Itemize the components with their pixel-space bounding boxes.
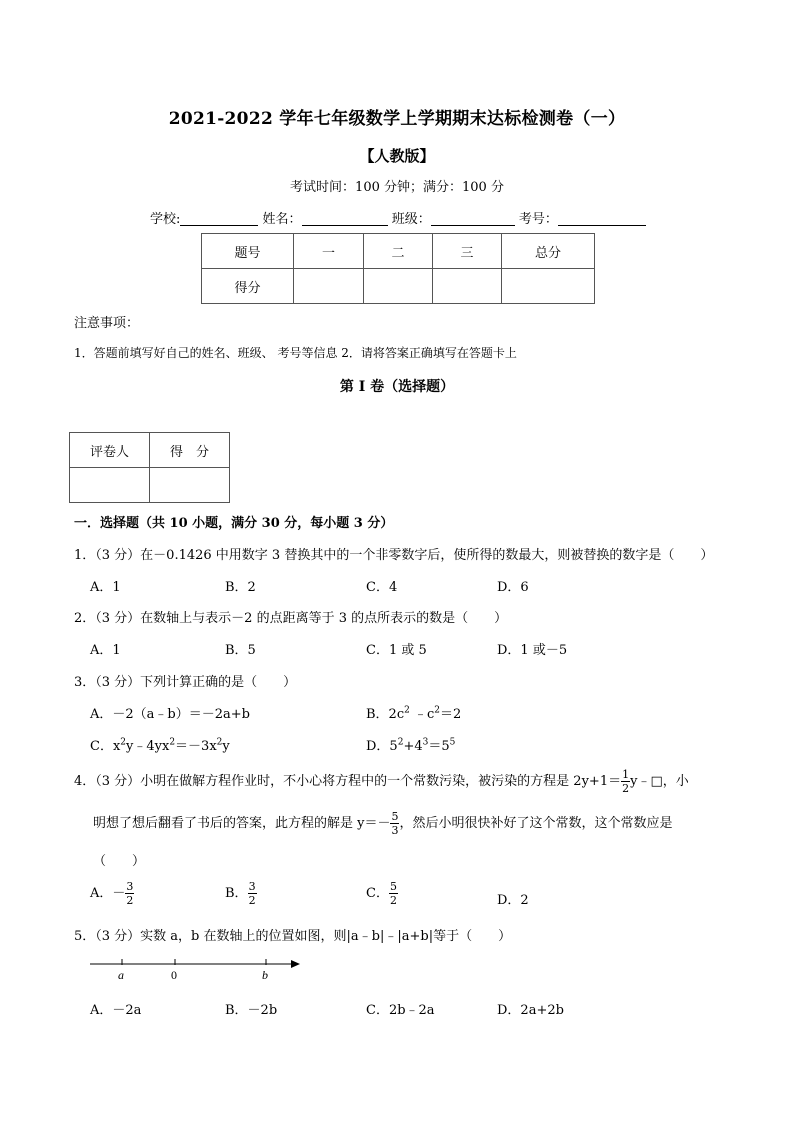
- q4-fraction-solution: $\frac{5}{3}$: [391, 810, 399, 837]
- score-header-cell: 题号: [202, 234, 294, 269]
- edition-label: 【人教版】: [359, 147, 435, 165]
- q5-option-d[interactable]: D．2a+2b: [497, 1003, 564, 1018]
- exam-info: 考试时间：100 分钟；满分：100 分: [290, 180, 504, 195]
- score-header-cell: 三: [433, 234, 502, 269]
- q1-option-c[interactable]: C．4: [366, 580, 398, 595]
- q3-option-a[interactable]: A．－2（a﹣b）＝－2a+b: [90, 707, 250, 722]
- q4-stem-line1: 4．（3 分）小明在做解方程作业时，不小心将方程中的一个常数污染，被污染的方程是 2y+1＝ $\frac{1}{2}$ y﹣□，小: [74, 768, 689, 795]
- volume-title: 第 I 卷（选择题）: [339, 379, 455, 395]
- score-table-header-row: [202, 234, 595, 269]
- q4-stem-line3: （ ）: [93, 854, 146, 869]
- class-label: 班级：: [391, 212, 431, 227]
- number-line-figure: [86, 952, 308, 984]
- notes-heading: 注意事项：: [74, 316, 140, 331]
- q3-option-c[interactable]: C．$x^2y﹣4yx^2=-3x^2y$: [90, 737, 230, 754]
- score-header-cell: 总分: [502, 234, 595, 269]
- grader-label: 评卷人: [70, 433, 150, 468]
- score-row-label: 得分: [202, 269, 294, 304]
- score-table: [201, 233, 595, 304]
- section-heading: 一．选择题（共 10 小题，满分 30 分，每小题 3 分）: [74, 516, 394, 531]
- q2-option-c[interactable]: C．1 或 5: [366, 643, 427, 658]
- q1-option-b[interactable]: B．2: [225, 580, 256, 595]
- q4-option-c[interactable]: C． $\frac{5}{2}$: [366, 880, 397, 907]
- score-cell[interactable]: [433, 269, 502, 304]
- q5-stem: 5．（3 分）实数 a，b 在数轴上的位置如图，则|a﹣b|﹣|a+b|等于（ ）: [74, 929, 512, 944]
- score-cell[interactable]: [364, 269, 433, 304]
- grader-table: [69, 432, 230, 503]
- q5-option-b[interactable]: B．－2b: [225, 1003, 278, 1018]
- number-label: 考号：: [518, 212, 558, 227]
- q5-option-a[interactable]: A．－2a: [90, 1003, 142, 1018]
- paper-title: 2021-2022 学年七年级数学上学期期末达标检测卷（一）: [168, 109, 626, 129]
- score-table-score-row: [202, 269, 595, 304]
- q4-fraction-half: $\frac{1}{2}$: [622, 768, 630, 795]
- score-cell[interactable]: [502, 269, 595, 304]
- q2-option-d[interactable]: D．1 或－5: [497, 643, 568, 658]
- q2-option-a[interactable]: A．1: [90, 643, 121, 658]
- school-label: 学校:: [150, 212, 181, 227]
- label-zero: 0: [171, 968, 177, 982]
- score-header-cell: 一: [294, 234, 364, 269]
- q4-option-a[interactable]: A．－ $\frac{3}{2}$: [90, 880, 134, 907]
- q3-option-d[interactable]: D．$5^2+4^3=5^5$: [366, 737, 456, 754]
- q4-option-d[interactable]: D．2: [497, 893, 529, 908]
- class-blank[interactable]: [431, 211, 515, 226]
- name-label: 姓名：: [262, 212, 302, 227]
- q1-option-d[interactable]: D．6: [497, 580, 529, 595]
- q4-stem-line2: 明想了想后翻看了书后的答案，此方程的解是 y＝－ $\frac{5}{3}$ ，然后小明很快补好了这个常数，这个常数应是: [93, 810, 673, 837]
- q1-option-a[interactable]: A．1: [90, 580, 121, 595]
- q5-option-c[interactable]: C．2b﹣2a: [366, 1003, 435, 1018]
- q2-option-b[interactable]: B．5: [225, 643, 256, 658]
- grader-cell[interactable]: [70, 468, 150, 503]
- grader-score-cell[interactable]: [150, 468, 230, 503]
- name-blank[interactable]: [302, 211, 388, 226]
- q3-stem: 3．（3 分）下列计算正确的是（ ）: [74, 675, 297, 690]
- label-b: b: [262, 968, 268, 982]
- school-blank[interactable]: [180, 211, 258, 226]
- arrow-right-icon: [291, 960, 300, 968]
- notes-text: 1．答题前填写好自己的姓名、班级、 考号等信息 2．请将答案正确填写在答题卡上: [74, 346, 517, 360]
- q2-stem: 2．（3 分）在数轴上与表示－2 的点距离等于 3 的点所表示的数是（ ）: [74, 611, 508, 626]
- student-info-line: [150, 208, 646, 227]
- q3-option-b[interactable]: B．$2c^2$ $﹣c^2=2$: [366, 705, 462, 722]
- score-header-cell: 二: [364, 234, 433, 269]
- q1-stem: 1．（3 分）在－0.1426 中用数字 3 替换其中的一个非零数字后，使所得的数最大，则被替换的数字是（ ）: [74, 548, 714, 563]
- score-label: 得 分: [150, 433, 230, 468]
- label-a: a: [118, 968, 124, 982]
- q4-option-b[interactable]: B． $\frac{3}{2}$: [225, 880, 256, 907]
- number-blank[interactable]: [558, 211, 646, 226]
- score-cell[interactable]: [294, 269, 364, 304]
